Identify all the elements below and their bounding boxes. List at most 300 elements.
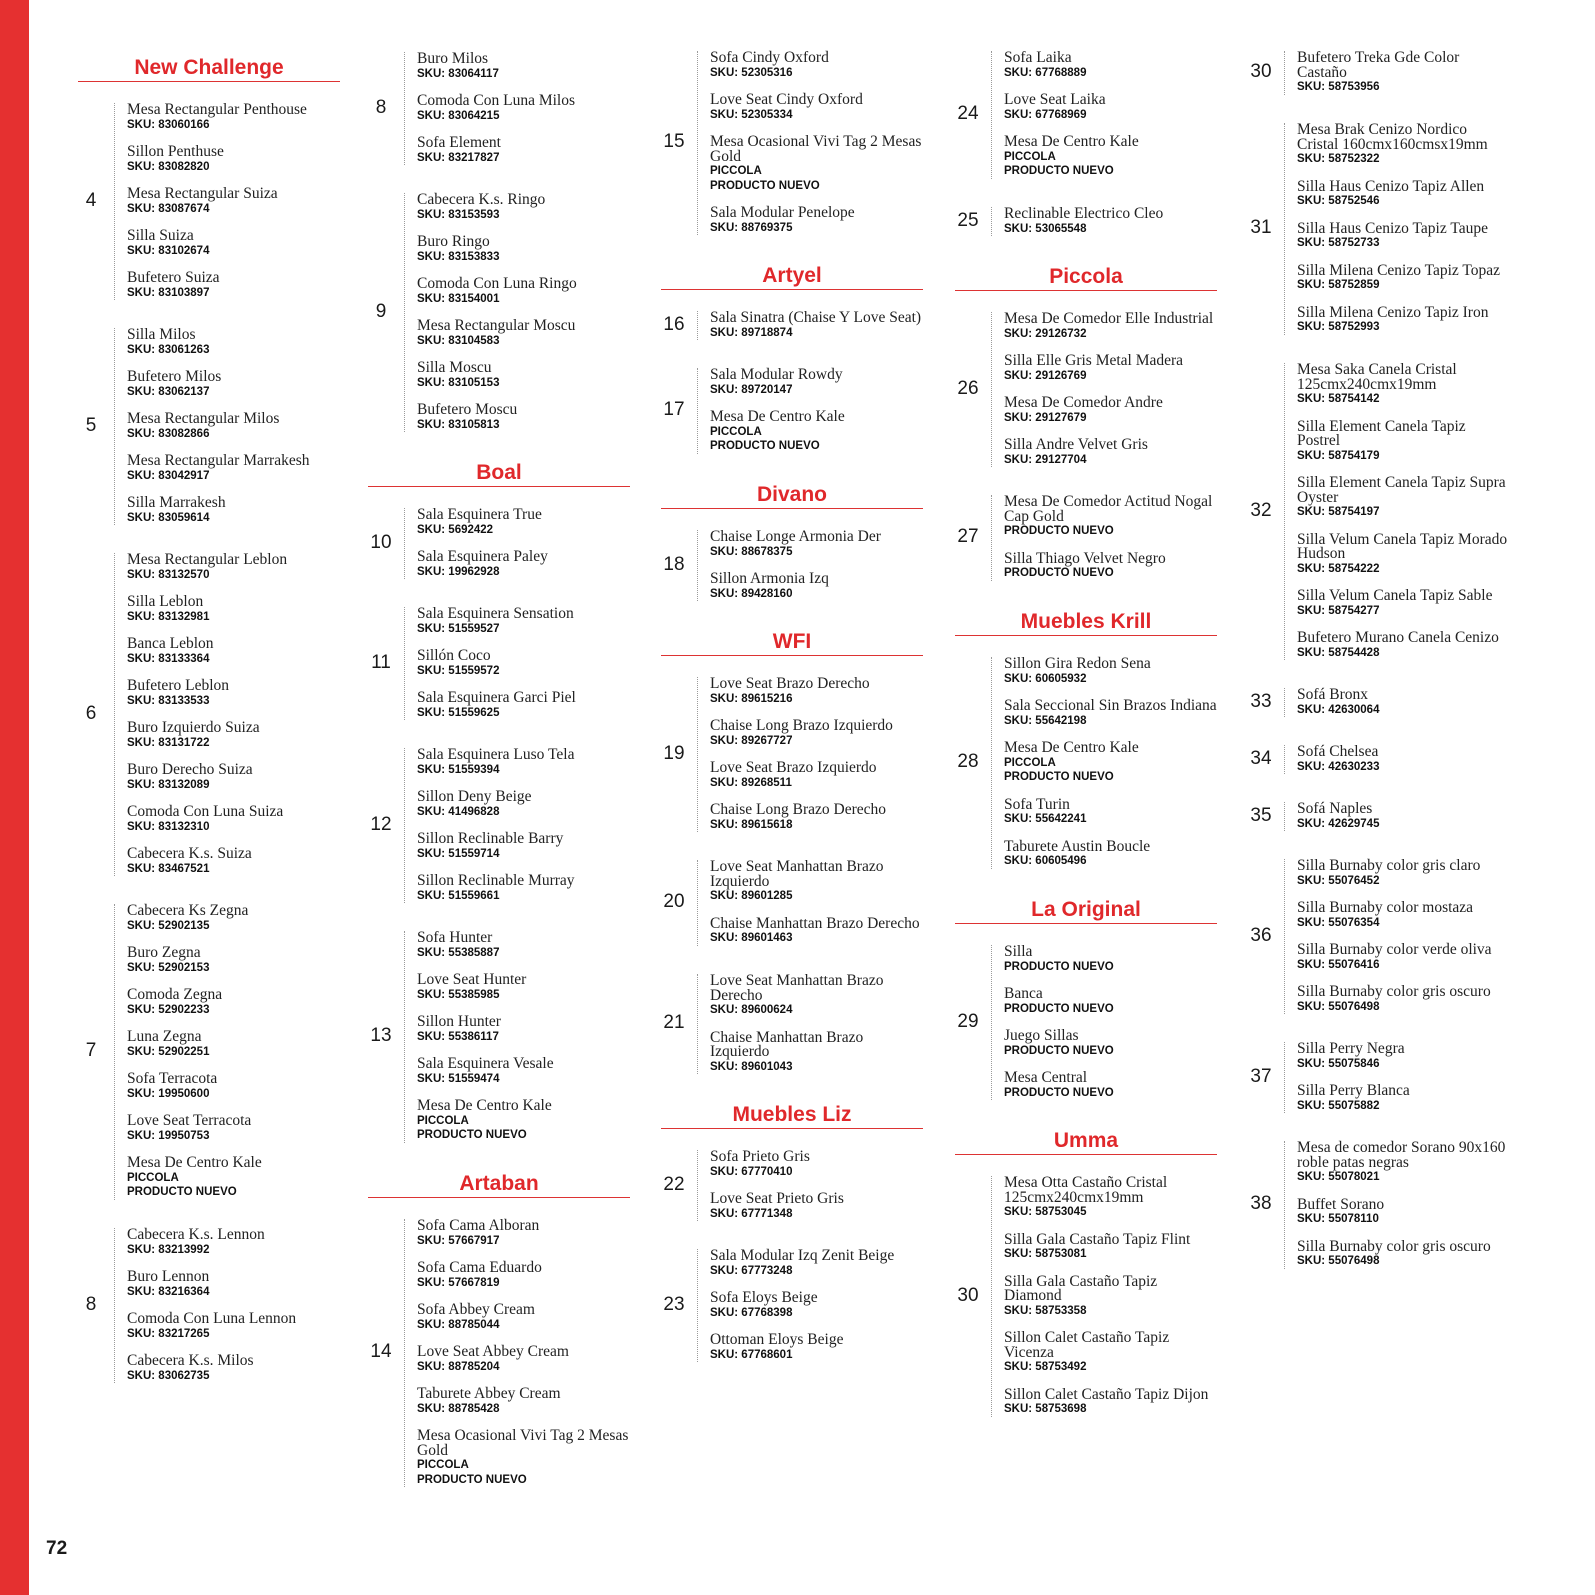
product-item — [710, 1192, 924, 1221]
product-sku: SKU: 51559394 — [417, 763, 500, 776]
product-item — [417, 1387, 631, 1416]
product-sku: SKU: 53065548 — [1004, 222, 1087, 235]
product-sku: SKU: 89267727 — [710, 734, 793, 747]
product-item — [1297, 745, 1511, 774]
product-sku: SKU: 88785044 — [417, 1318, 500, 1331]
product-sku: SKU: 83061263 — [127, 343, 210, 356]
product-item — [1297, 219, 1511, 251]
product-item — [1297, 688, 1511, 717]
product-name: Sillon Reclinable Murray — [417, 872, 575, 889]
product-name: Silla Moscu — [417, 359, 492, 376]
product-item — [710, 719, 924, 748]
group-items — [1284, 51, 1511, 95]
product-item — [417, 1261, 631, 1290]
product-sku: SKU: 29127679 — [1004, 411, 1087, 424]
product-group — [78, 553, 340, 876]
product-name: Sillon Armonia Izq — [710, 570, 829, 587]
brand-tag: PICCOLA — [710, 165, 762, 177]
new-product-tag: PRODUCTO NUEVO — [1004, 1086, 1114, 1099]
product-sku: SKU: 55078021 — [1297, 1171, 1380, 1183]
product-name: Chaise Long Brazo Derecho — [710, 801, 887, 818]
group-number: 11 — [371, 651, 391, 673]
product-item — [417, 1099, 631, 1143]
product-name: Reclinable Electrico Cleo — [1004, 205, 1164, 222]
product-sku: SKU: 83060166 — [127, 118, 210, 131]
group-number: 5 — [85, 414, 97, 436]
product-item — [417, 1345, 631, 1374]
product-item — [1004, 1176, 1218, 1220]
product-name: Sala Esquinera Garci Piel — [417, 689, 576, 706]
product-name: Mesa Rectangular Milos — [127, 410, 280, 427]
product-sku: SKU: 55076416 — [1297, 958, 1380, 971]
product-item — [1004, 495, 1218, 539]
product-name: Sofa Prieto Gris — [710, 1148, 810, 1165]
product-name: Love Seat Prieto Gris — [710, 1190, 844, 1207]
brand-tag: PICCOLA — [710, 425, 762, 438]
product-sku: SKU: 89718874 — [710, 326, 793, 339]
product-sku: SKU: 83103897 — [127, 286, 210, 299]
new-product-tag: PRODUCTO NUEVO — [1004, 1002, 1114, 1015]
product-sku: SKU: 67768969 — [1004, 108, 1087, 121]
product-item — [127, 1030, 341, 1059]
group-items — [114, 328, 341, 525]
product-item — [417, 1429, 631, 1487]
product-item — [710, 135, 924, 193]
product-sku: SKU: 67771348 — [710, 1207, 793, 1220]
product-item — [417, 874, 631, 903]
product-group — [955, 495, 1217, 581]
product-item — [710, 206, 924, 235]
group-number: 8 — [375, 96, 387, 118]
product-sku: SKU: 58753045 — [1004, 1206, 1087, 1218]
product-item — [417, 550, 631, 579]
product-item — [1004, 795, 1218, 827]
product-name: Silla Burnaby color gris claro — [1297, 857, 1481, 874]
product-item — [1004, 1071, 1218, 1100]
product-sku: SKU: 83213992 — [127, 1243, 210, 1256]
product-group — [368, 193, 630, 432]
product-item — [417, 361, 631, 390]
product-item — [1297, 476, 1511, 520]
product-sku: SKU: 58753358 — [1004, 1304, 1087, 1317]
product-name: Sofa Cama Alboran — [417, 1217, 540, 1234]
group-number: 34 — [1250, 747, 1272, 769]
group-items — [1284, 745, 1511, 774]
group-items — [114, 103, 341, 300]
group-items — [1284, 363, 1511, 660]
brand-heading: Muebles Krill — [955, 609, 1217, 636]
new-product-tag: PRODUCTO NUEVO — [1004, 1044, 1114, 1057]
product-name: Sofá Naples — [1297, 800, 1373, 817]
product-item — [417, 973, 631, 1002]
group-items — [991, 1176, 1218, 1417]
product-name: Silla Perry Blanca — [1297, 1082, 1410, 1099]
group-number: 32 — [1250, 499, 1272, 521]
product-name: Love Seat Cindy Oxford — [710, 91, 863, 108]
group-items — [114, 904, 341, 1200]
product-name: Mesa De Comedor Elle Industrial — [1004, 310, 1214, 327]
product-group — [661, 311, 923, 340]
group-items — [991, 945, 1218, 1100]
product-name: Sofa Eloys Beige — [710, 1289, 818, 1306]
group-items — [697, 368, 924, 454]
product-sku: SKU: 58754428 — [1297, 646, 1380, 659]
product-sku: SKU: 60605932 — [1004, 672, 1087, 685]
product-name: Love Seat Laika — [1004, 91, 1106, 108]
product-name: Sala Esquinera Vesale — [417, 1055, 554, 1072]
product-sku: SKU: 51559474 — [417, 1072, 500, 1085]
product-item — [1297, 261, 1511, 293]
product-sku: SKU: 83105813 — [417, 418, 500, 431]
product-item — [1297, 589, 1511, 618]
product-group — [661, 860, 923, 946]
product-item — [1297, 417, 1511, 464]
group-items — [1284, 688, 1511, 717]
product-name: Silla Milena Cenizo Tapiz Topaz — [1297, 261, 1501, 279]
product-name: Comoda Zegna — [127, 986, 223, 1003]
product-group — [661, 974, 923, 1074]
product-item — [1004, 987, 1218, 1016]
product-name: Sala Modular Izq Zenit Beige — [710, 1247, 895, 1264]
product-item — [1297, 859, 1511, 888]
product-sku: SKU: 51559661 — [417, 889, 500, 902]
product-name: Silla Suiza — [127, 227, 194, 244]
brand-tag: PICCOLA — [1004, 150, 1056, 163]
product-name: Banca — [1004, 985, 1043, 1002]
product-name: Love Seat Abbey Cream — [417, 1343, 569, 1360]
group-items — [114, 1228, 341, 1383]
product-item — [127, 763, 341, 792]
product-sku: SKU: 58754277 — [1297, 604, 1380, 617]
product-item — [1297, 123, 1511, 167]
product-name: Silla Perry Negra — [1297, 1040, 1405, 1057]
product-sku: SKU: 29126769 — [1004, 369, 1087, 382]
product-name: Chaise Long Brazo Izquierdo — [710, 717, 893, 734]
brand-tag: PICCOLA — [1004, 756, 1056, 769]
product-sku: SKU: 52902153 — [127, 961, 210, 974]
product-sku: SKU: 83132310 — [127, 820, 210, 833]
product-name: Sillon Gira Redon Sena — [1004, 655, 1151, 672]
product-name: Cabecera K.s. Suiza — [127, 845, 252, 862]
product-name: Bufetero Milos — [127, 368, 222, 385]
product-sku: SKU: 83131722 — [127, 736, 210, 749]
product-sku: SKU: 83082866 — [127, 427, 210, 440]
product-item — [127, 496, 341, 525]
product-sku: SKU: 55386117 — [417, 1030, 499, 1043]
product-name: Buffet Sorano — [1297, 1195, 1385, 1213]
product-sku: SKU: 83082820 — [127, 160, 210, 173]
group-items — [1284, 1042, 1511, 1113]
product-name: Silla Element Canela Tapiz Supra Oyster — [1297, 474, 1506, 506]
new-product-tag: PRODUCTO NUEVO — [417, 1473, 527, 1486]
brand-heading: Artyel — [661, 263, 923, 290]
product-item — [1297, 943, 1511, 972]
product-name: Cabecera K.s. Milos — [127, 1352, 254, 1369]
product-name: Mesa Ocasional Vivi Tag 2 Mesas Gold — [417, 1427, 629, 1459]
group-number: 9 — [375, 300, 387, 322]
product-name: Mesa De Centro Kale — [1004, 133, 1139, 150]
product-item — [1297, 530, 1511, 577]
product-item — [710, 803, 924, 832]
product-item — [127, 229, 341, 258]
product-item — [1297, 802, 1511, 831]
product-item — [127, 553, 341, 582]
product-group — [78, 103, 340, 300]
product-group — [78, 328, 340, 525]
product-name: Taburete Abbey Cream — [417, 1385, 561, 1402]
product-item — [710, 761, 924, 790]
product-item — [417, 691, 631, 720]
product-name: Love Seat Terracota — [127, 1112, 252, 1129]
product-name: Sofa Hunter — [417, 929, 493, 946]
product-sku: SKU: 83132981 — [127, 610, 210, 623]
brand-heading: Artaban — [368, 1171, 630, 1198]
product-sku: SKU: 51559572 — [417, 664, 500, 677]
product-name: Sofa Laika — [1004, 49, 1072, 66]
product-name: Silla Marrakesh — [127, 494, 226, 511]
product-name: Bufetero Moscu — [417, 401, 518, 418]
brand-heading: Boal — [368, 460, 630, 487]
product-item — [1004, 549, 1218, 581]
product-item — [1297, 1084, 1511, 1113]
product-name: Comoda Con Luna Suiza — [127, 803, 284, 820]
product-sku: SKU: 58753956 — [1297, 81, 1380, 93]
product-name: Bufetero Treka Gde Color Castaño — [1297, 49, 1460, 81]
product-name: Sala Seccional Sin Brazos Indiana — [1004, 697, 1217, 714]
group-items — [991, 207, 1218, 236]
group-items — [697, 677, 924, 832]
page-number: 72 — [46, 1538, 68, 1559]
product-item — [127, 679, 341, 708]
product-sku: SKU: 67768601 — [710, 1348, 793, 1361]
product-item — [1004, 51, 1218, 80]
product-name: Silla Gala Castaño Tapiz Flint — [1004, 1230, 1191, 1248]
product-name: Sillón Coco — [417, 647, 491, 664]
group-items — [404, 931, 631, 1143]
group-number: 10 — [370, 531, 392, 553]
product-name: Mesa De Centro Kale — [710, 408, 845, 425]
product-item — [1004, 837, 1218, 869]
product-sku: SKU: 52305334 — [710, 108, 793, 121]
product-item — [1297, 1237, 1511, 1269]
product-name: Mesa Rectangular Penthouse — [127, 101, 307, 118]
product-item — [1004, 354, 1218, 383]
product-item — [417, 193, 631, 222]
product-name: Sala Esquinera Luso Tela — [417, 746, 575, 763]
product-item — [127, 187, 341, 216]
product-item — [127, 454, 341, 483]
product-sku: SKU: 89601463 — [710, 932, 793, 944]
product-name: Chaise Manhattan Brazo Derecho — [710, 914, 920, 932]
product-item — [710, 1028, 924, 1075]
product-name: Mesa De Centro Kale — [1004, 739, 1139, 756]
product-sku: SKU: 58752993 — [1297, 321, 1380, 333]
product-item — [1004, 945, 1218, 974]
group-number: 21 — [663, 1012, 685, 1033]
group-items — [991, 312, 1218, 467]
product-item — [1004, 396, 1218, 425]
product-sku: SKU: 58752859 — [1297, 279, 1380, 291]
product-item — [1297, 1042, 1511, 1071]
product-sku: SKU: 83153593 — [417, 208, 500, 221]
group-items — [697, 311, 924, 340]
product-item — [127, 145, 341, 174]
product-sku: SKU: 83062735 — [127, 1369, 210, 1382]
product-name: Silla Element Canela Tapiz Postrel — [1297, 417, 1466, 449]
product-name: Mesa Rectangular Suiza — [127, 185, 278, 202]
group-number: 23 — [663, 1293, 685, 1315]
new-product-tag: PRODUCTO NUEVO — [1004, 771, 1114, 783]
product-group — [1248, 1141, 1510, 1269]
product-sku: SKU: 55642241 — [1004, 813, 1087, 825]
product-sku: SKU: 52902233 — [127, 1003, 210, 1016]
product-item — [417, 748, 631, 777]
product-name: Bufetero Murano Canela Cenizo — [1297, 629, 1499, 646]
brand-heading: Piccola — [955, 264, 1217, 291]
product-name: Sillon Hunter — [417, 1013, 501, 1030]
group-items — [114, 553, 341, 876]
new-product-tag: PRODUCTO NUEVO — [1004, 165, 1114, 177]
product-item — [417, 403, 631, 432]
product-item — [417, 52, 631, 81]
new-product-tag: PRODUCTO NUEVO — [710, 179, 820, 192]
product-item — [417, 1303, 631, 1332]
product-item — [1004, 1029, 1218, 1058]
product-item — [127, 847, 341, 876]
new-product-tag: PRODUCTO NUEVO — [417, 1129, 527, 1141]
product-name: Mesa De Comedor Actitud Nogal Cap Gold — [1004, 493, 1213, 525]
product-sku: SKU: 83087674 — [127, 202, 210, 215]
product-sku: SKU: 83153833 — [417, 250, 500, 263]
new-product-tag: PRODUCTO NUEVO — [1004, 525, 1114, 537]
group-number: 33 — [1250, 690, 1272, 712]
product-item — [710, 1333, 924, 1362]
product-sku: SKU: 41496828 — [417, 805, 500, 818]
product-sku: SKU: 83217265 — [127, 1327, 210, 1340]
group-number: 12 — [370, 813, 392, 835]
product-name: Sillon Calet Castaño Tapiz Vicenza — [1004, 1329, 1170, 1361]
product-item — [127, 946, 341, 975]
product-name: Sofa Terracota — [127, 1070, 218, 1087]
product-item — [1297, 1195, 1511, 1227]
brand-heading: New Challenge — [78, 55, 340, 82]
group-items — [1284, 1141, 1511, 1269]
group-number: 17 — [663, 399, 685, 420]
group-number: 28 — [957, 751, 979, 772]
product-name: Silla Leblon — [127, 593, 204, 610]
product-name: Mesa Brak Cenizo Nordico Cristal 160cmx160cmsx19mm — [1297, 121, 1488, 153]
product-name: Sillon Deny Beige — [417, 788, 532, 805]
product-item — [1004, 93, 1218, 122]
product-sku: SKU: 89615618 — [710, 818, 793, 831]
product-item — [1004, 1230, 1218, 1262]
product-name: Comoda Con Luna Ringo — [417, 275, 577, 292]
product-name: Mesa Rectangular Marrakesh — [127, 452, 310, 469]
product-group — [661, 1150, 923, 1221]
product-sku: SKU: 42630064 — [1297, 703, 1380, 716]
product-group — [1248, 51, 1510, 95]
product-name: Silla Burnaby color gris oscuro — [1297, 983, 1491, 1000]
product-sku: SKU: 57667819 — [417, 1276, 500, 1289]
product-sku: SKU: 83467521 — [127, 862, 210, 875]
product-item — [127, 1156, 341, 1200]
product-group — [955, 945, 1217, 1100]
product-sku: SKU: 29127704 — [1004, 453, 1087, 466]
product-group — [955, 207, 1217, 236]
product-item — [1297, 985, 1511, 1014]
product-group — [1248, 123, 1510, 335]
product-name: Taburete Austin Boucle — [1004, 837, 1151, 855]
group-items — [1284, 802, 1511, 831]
product-group — [78, 904, 340, 1200]
group-number: 8 — [85, 1293, 97, 1315]
product-item — [417, 607, 631, 636]
product-name: Silla Milena Cenizo Tapiz Iron — [1297, 303, 1489, 321]
product-sku: SKU: 55076452 — [1297, 874, 1380, 887]
product-item — [1297, 901, 1511, 930]
product-sku: SKU: 83216364 — [127, 1285, 210, 1298]
product-group — [955, 312, 1217, 467]
product-name: Silla Elle Gris Metal Madera — [1004, 352, 1184, 369]
product-item — [1004, 312, 1218, 341]
product-item — [710, 530, 924, 559]
product-sku: SKU: 88769375 — [710, 221, 793, 234]
product-item — [127, 271, 341, 300]
product-sku: SKU: 51559714 — [417, 847, 500, 860]
product-item — [1004, 657, 1218, 686]
product-group — [368, 1219, 630, 1487]
product-name: Sala Esquinera Sensation — [417, 605, 574, 622]
product-sku: SKU: 83104583 — [417, 334, 500, 347]
brand-heading: Muebles Liz — [661, 1102, 923, 1129]
group-items — [404, 748, 631, 903]
product-sku: SKU: 58752322 — [1297, 153, 1380, 165]
product-name: Love Seat Manhattan Brazo Derecho — [710, 972, 884, 1004]
group-items — [404, 193, 631, 432]
product-group — [1248, 745, 1510, 774]
product-name: Silla Thiago Velvet Negro — [1004, 549, 1166, 567]
product-sku: SKU: 42630233 — [1297, 760, 1380, 773]
product-sku: SKU: 83102674 — [127, 244, 210, 257]
product-group — [1248, 688, 1510, 717]
product-name: Buro Zegna — [127, 944, 201, 961]
product-sku: SKU: 58754222 — [1297, 562, 1380, 575]
group-number: 6 — [85, 702, 97, 724]
product-name: Mesa Otta Castaño Cristal 125cmx240cmx19mm — [1004, 1174, 1168, 1206]
product-name: Mesa Ocasional Vivi Tag 2 Mesas Gold — [710, 133, 922, 165]
product-item — [127, 637, 341, 666]
product-name: Love Seat Brazo Izquierdo — [710, 759, 877, 776]
product-sku: SKU: 51559625 — [417, 706, 500, 719]
group-number: 31 — [1250, 217, 1272, 238]
product-name: Silla Haus Cenizo Tapiz Allen — [1297, 177, 1485, 195]
group-number: 4 — [85, 189, 97, 211]
product-name: Buro Ringo — [417, 233, 490, 250]
group-items — [697, 1249, 924, 1362]
product-name: Mesa De Centro Kale — [127, 1154, 262, 1171]
product-name: Ottoman Eloys Beige — [710, 1331, 844, 1348]
product-sku: SKU: 83059614 — [127, 511, 210, 524]
group-number: 26 — [957, 377, 979, 399]
product-group — [661, 51, 923, 235]
new-product-tag: PRODUCTO NUEVO — [1004, 960, 1114, 973]
group-items — [1284, 123, 1511, 335]
product-item — [710, 974, 924, 1018]
product-name: Sillon Reclinable Barry — [417, 830, 564, 847]
product-sku: SKU: 83064215 — [417, 109, 500, 122]
product-name: Mesa Central — [1004, 1069, 1088, 1086]
product-name: Love Seat Hunter — [417, 971, 527, 988]
